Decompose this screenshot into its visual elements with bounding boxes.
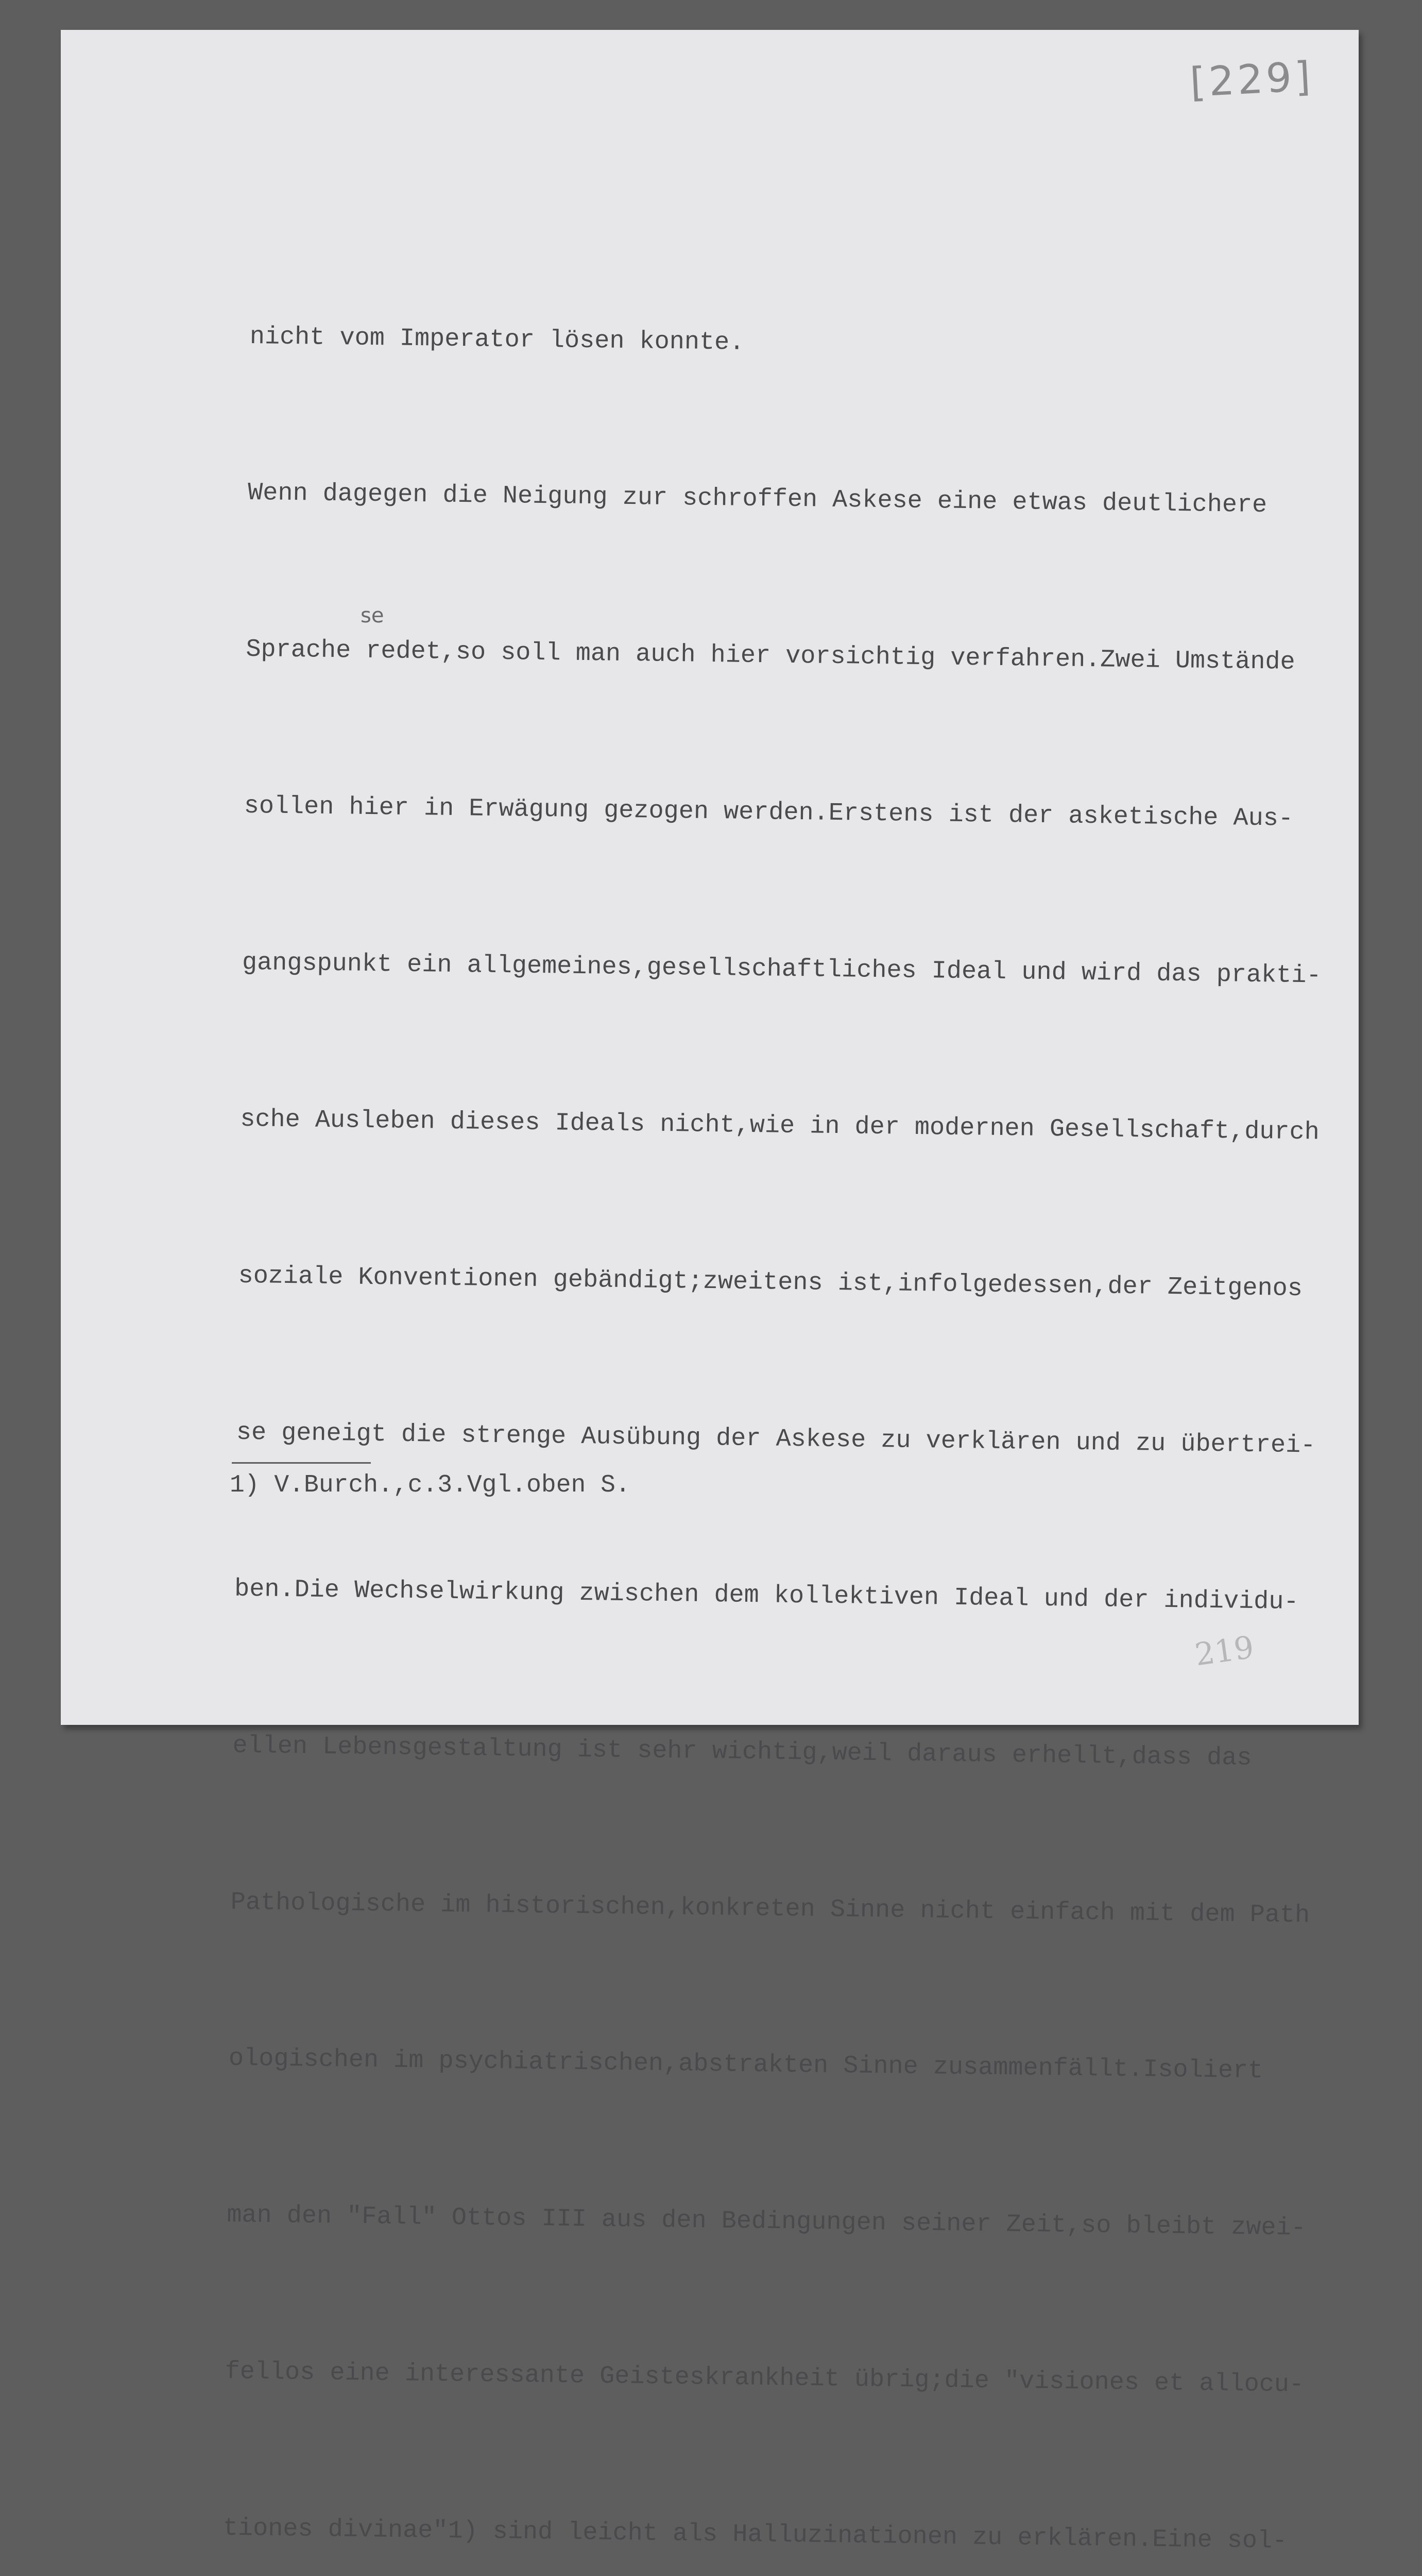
text-line: Pathologische im historischen,konkreten Sinne nicht einfach mit dem Path: [230, 1888, 1310, 1929]
text-line: man den "Fall" Ottos III aus den Bedingungen seiner Zeit,so bleibt zwei-: [227, 2200, 1307, 2243]
text-line: tiones divinae"1) sind leicht als Halluzinationen zu erklären.Eine sol-: [222, 2514, 1288, 2555]
text-line: se geneigt die strenge Ausübung der Askese zu verklären und zu übertrei-: [236, 1418, 1316, 1460]
text-line: soziale Konventionen gebändigt;zweitens ist,infolgedessen,der Zeitgenos: [238, 1261, 1303, 1303]
text-line: ologischen im psychiatrischen,abstrakten Sinne zusammenfällt.Isoliert: [228, 2044, 1263, 2086]
text-line: ben.Die Wechselwirkung zwischen dem kollektiven Ideal und der individu-: [234, 1574, 1299, 1616]
text-line: fellos eine interessante Geisteskrankheit übrig;die "visiones et allocu-: [225, 2357, 1305, 2399]
body-text: [205, 206, 1410, 2576]
text-line: Sprache redet,so soll man auch hier vorsichtig verfahren.Zwei Umstände: [246, 635, 1296, 677]
archive-stamp: 219: [1192, 1629, 1256, 1673]
text-line: sollen hier in Erwägung gezogen werden.Erstens ist der asketische Aus-: [244, 792, 1294, 834]
text-line: Wenn dagegen die Neigung zur schroffen Askese eine etwas deutlichere: [247, 479, 1267, 520]
footnote: 1) V.Burch.,c.3.Vgl.oben S.: [230, 1471, 630, 1499]
text-line: ellen Lebensgestaltung ist sehr wichtig,weil daraus erhellt,dass das: [232, 1731, 1252, 1772]
footnote-divider: [232, 1462, 371, 1464]
page-number: [229]: [1189, 53, 1315, 107]
handwritten-correction: se: [361, 604, 384, 628]
text-line: sche Ausleben dieses Ideals nicht,wie in der modernen Gesellschaft,durch: [240, 1105, 1320, 1147]
text-line: gangspunkt ein allgemeines,gesellschaftliches Ideal und wird das prakti-: [242, 948, 1322, 990]
text-line: nicht vom Imperator lösen konnte.: [249, 322, 745, 357]
